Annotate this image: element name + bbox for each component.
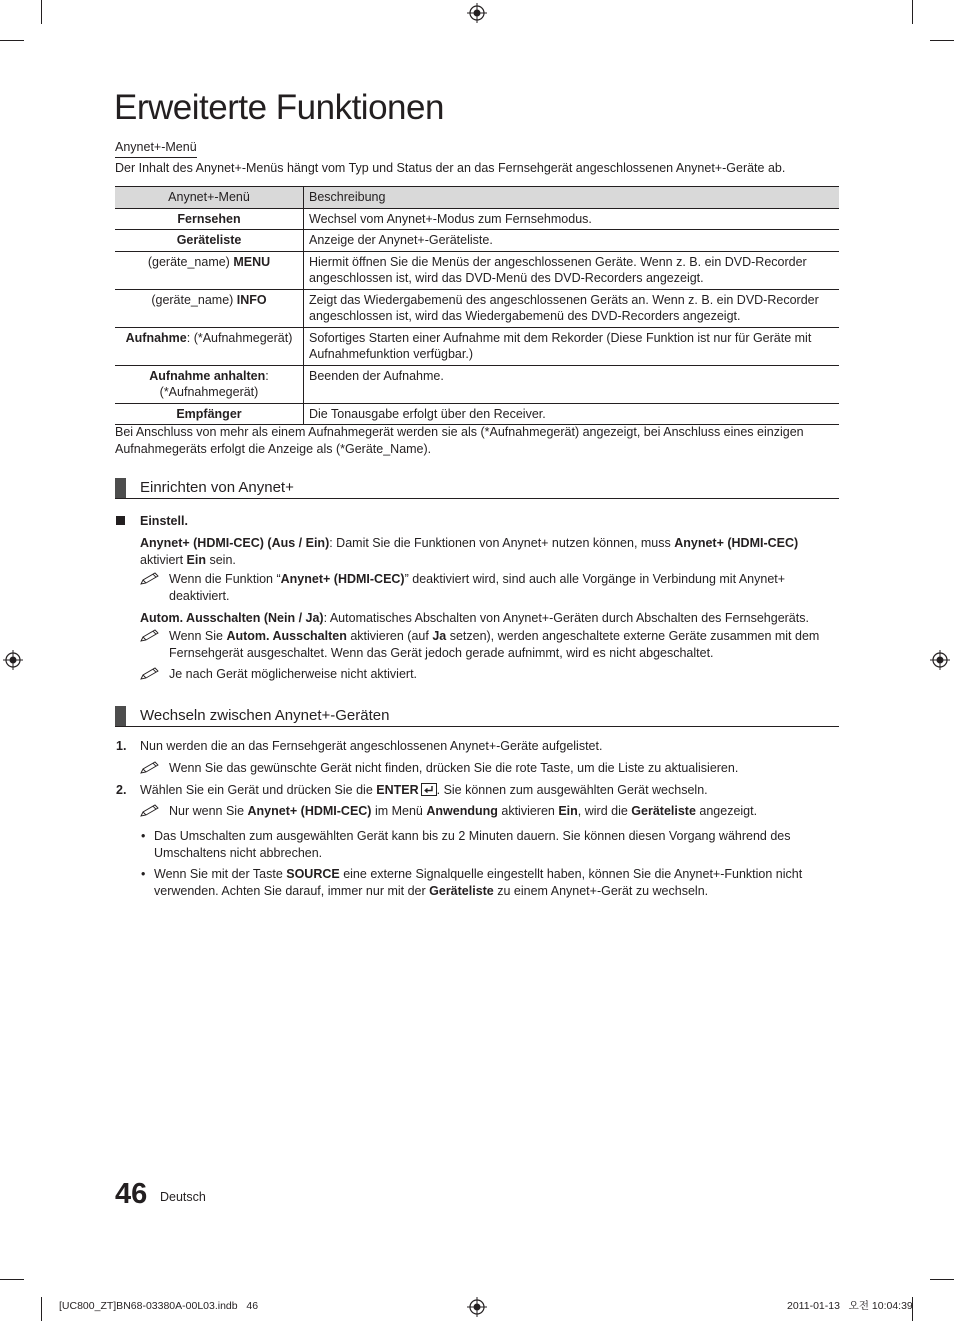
page-title: Erweiterte Funktionen (114, 88, 444, 127)
crop-mark (41, 1297, 42, 1321)
enter-key-icon (421, 783, 437, 796)
menu-item-cell: Geräteliste (115, 230, 304, 252)
table-row (115, 403, 839, 425)
description-cell: Zeigt das Wiedergabemenü des angeschlossenen Geräts an. Wenn z. B. ein DVD-Recorder angeschlossen ist, wird das Wiedergabemenü des DVD-Recorders angezeigt. (304, 289, 840, 327)
menu-item-cell: Aufnahme: (*Aufnahmegerät) (115, 327, 304, 365)
bullet-icon: • (141, 829, 146, 843)
bullet-2-text: Wenn Sie mit der Taste SOURCE eine externe Signalquelle eingestellt haben, können Sie die Anynet+-Funktion nicht verwenden. Achten Sie darauf, immer nur mit der Geräteliste zu einem Anynet+-Gerät zu wechseln. (154, 867, 803, 898)
description-cell: Sofortiges Starten einer Aufnahme mit dem Rekorder (Diese Funktion ist nur für Geräte mit Aufnahmefunktion verfügbar.) (304, 327, 840, 365)
table-row (115, 289, 839, 327)
print-timestamp: 2011-01-13 오전 10:04:39 (787, 1300, 913, 1312)
crop-mark (930, 40, 954, 41)
pencil-note-icon (139, 667, 161, 681)
description-cell: Hiermit öffnen Sie die Menüs der angeschlossenen Geräte. Wenn z. B. ein DVD-Recorder angeschlossen ist, wird das DVD-Menü des DVD-Recorders angezeigt. (304, 251, 840, 289)
table-row (115, 251, 839, 289)
registration-mark-icon (930, 650, 950, 670)
crop-mark (41, 0, 42, 24)
pencil-note-icon (139, 572, 161, 586)
section-title: Einrichten von Anynet+ (140, 479, 294, 496)
bullet-1-text: Das Umschalten zum ausgewählten Gerät kann bis zu 2 Minuten dauern. Sie können diesen Vorgang während des Umschaltens nicht abbrechen. (154, 829, 791, 860)
anynet-menu-label: Anynet+-Menü (115, 139, 197, 158)
step-2-text: Wählen Sie ein Gerät und drücken Sie die ENTER . Sie können zum ausgewählten Gerät wechseln. (140, 783, 708, 797)
page-language: Deutsch (160, 1190, 206, 1204)
menu-item-cell: (geräte_name) MENU (115, 251, 304, 289)
description-cell: Die Tonausgabe erfolgt über den Receiver. (304, 403, 840, 425)
section-heading-setup (115, 478, 839, 499)
table-footnote: Bei Anschluss von mehr als einem Aufnahmegerät werden sie als (*Aufnahmegerät) angezeigt, bei Anschluss eines einzigen Aufnahmegeräts erfolgt die Anzeige als (*Geräte_Name). (115, 425, 804, 456)
pencil-note-icon (139, 804, 161, 818)
setup-paragraph-anynet: Anynet+ (HDMI-CEC) (Aus / Ein): Damit Sie die Funktionen von Anynet+ nutzen können, muss Anynet+ (HDMI-CEC) aktiviert Ein sein. (140, 536, 799, 567)
setup-note-2: Wenn Sie Autom. Ausschalten aktivieren (auf Ja setzen), werden angeschaltete externe Geräte zusammen mit dem Fernsehgerät ausgeschaltet. Wenn das Gerät jedoch gerade aufnimmt, wird es nicht abgeschaltet. (169, 629, 820, 660)
table-row (115, 365, 839, 403)
bullet-icon: • (141, 867, 146, 881)
description-cell: Wechsel vom Anynet+-Modus zum Fernsehmodus. (304, 208, 840, 230)
pencil-note-icon (139, 629, 161, 643)
crop-mark (912, 0, 913, 24)
registration-mark-icon (467, 1297, 487, 1317)
section-heading-switch (115, 706, 839, 727)
column-header: Beschreibung (304, 187, 840, 209)
crop-mark (0, 1279, 24, 1280)
menu-item-cell: Aufnahme anhalten: (*Aufnahmegerät) (115, 365, 304, 403)
crop-mark (930, 1279, 954, 1280)
column-header: Anynet+-Menü (115, 187, 304, 209)
step-1-note: Wenn Sie das gewünschte Gerät nicht finden, drücken Sie die rote Taste, um die Liste zu aktualisieren. (169, 761, 739, 775)
section-title: Wechseln zwischen Anynet+-Geräten (140, 707, 390, 724)
description-cell: Beenden der Aufnahme. (304, 365, 840, 403)
step-1-text: Nun werden die an das Fernsehgerät angeschlossenen Anynet+-Geräte aufgelistet. (140, 739, 603, 753)
step-number: 1. (116, 739, 127, 753)
menu-item-cell: Fernsehen (115, 208, 304, 230)
anynet-menu-intro: Der Inhalt des Anynet+-Menüs hängt vom Typ und Status der an das Fernsehgerät angeschlossenen Anynet+-Geräte ab. (115, 161, 786, 175)
menu-item-cell: Empfänger (115, 403, 304, 425)
setup-note-1: Wenn die Funktion “Anynet+ (HDMI-CEC)” deaktiviert wird, sind auch alle Vorgänge in Verbindung mit Anynet+ deaktiviert. (169, 572, 786, 603)
print-file-info: [UC800_ZT]BN68-03380A-00L03.indb 46 (59, 1300, 259, 1312)
menu-item-cell: (geräte_name) INFO (115, 289, 304, 327)
step-2-note: Nur wenn Sie Anynet+ (HDMI-CEC) im Menü Anwendung aktivieren Ein, wird die Geräteliste angezeigt. (169, 804, 758, 818)
registration-mark-icon (3, 650, 23, 670)
square-bullet-icon (116, 516, 125, 525)
table-row (115, 208, 839, 230)
table-row (115, 230, 839, 252)
step-number: 2. (116, 783, 127, 797)
section-bar (115, 478, 126, 498)
setup-paragraph-autooff: Autom. Ausschalten (Nein / Ja): Automatisches Abschalten von Anynet+-Geräten durch Abschalten des Fernsehgeräts. (140, 611, 809, 625)
description-cell: Anzeige der Anynet+-Geräteliste. (304, 230, 840, 252)
registration-mark-icon (467, 3, 487, 23)
setup-note-3: Je nach Gerät möglicherweise nicht aktiviert. (169, 667, 418, 681)
anynet-menu-table (115, 186, 839, 425)
section-bar (115, 706, 126, 726)
table-header-row (115, 187, 839, 209)
crop-mark (0, 40, 24, 41)
setup-item-label: Einstell. (140, 514, 188, 528)
page-number: 46 (115, 1178, 148, 1210)
pencil-note-icon (139, 761, 161, 775)
table-row (115, 327, 839, 365)
